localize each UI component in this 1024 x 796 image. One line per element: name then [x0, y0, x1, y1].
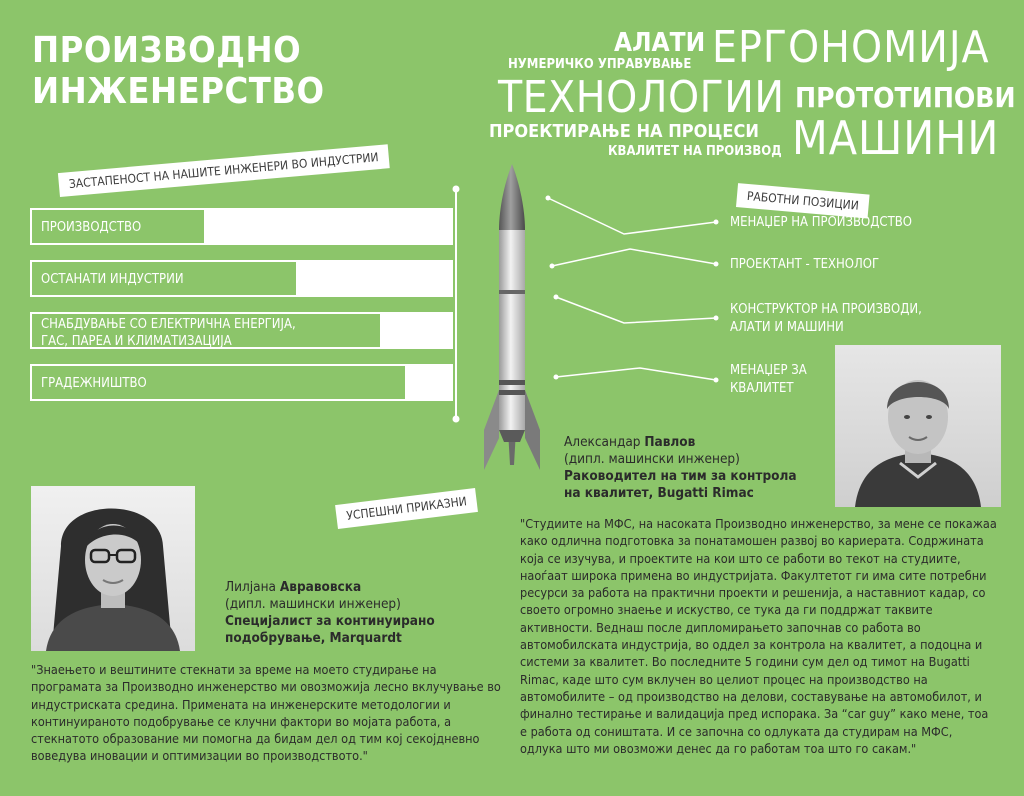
word-proektiranje: ПРОЕКТИРАЊЕ НА ПРОЦЕСИ	[489, 121, 759, 142]
position-line: АЛАТИ И МАШИНИ	[730, 320, 844, 335]
person1-caption	[225, 579, 435, 647]
person1-last-name: Авравовска	[279, 579, 362, 595]
person2-first-name: Александар	[564, 434, 645, 450]
position-line: КВАЛИТЕТ	[730, 381, 794, 396]
positions-tag: РАБОТНИ ПОЗИЦИИ	[736, 183, 870, 218]
person2-degree: (дипл. машински инженер)	[564, 451, 740, 467]
position-item	[730, 301, 922, 337]
stories-tag: УСПЕШНИ ПРИКАЗНИ	[335, 488, 478, 529]
word-alati: АЛАТИ	[614, 28, 706, 58]
word-tehnologii: ТЕХНОЛОГИИ	[498, 72, 785, 123]
position-item	[730, 362, 807, 398]
industry-label: ОСТАНАТИ ИНДУСТРИИ	[41, 272, 184, 287]
person1-first-name: Лилјана	[225, 579, 280, 595]
position-line: МЕНАЏЕР ЗА	[730, 363, 807, 378]
word-ergonomija: ЕРГОНОМИЈА	[712, 22, 990, 73]
person2-caption	[564, 434, 797, 502]
word-mashini: МАШИНИ	[792, 111, 1000, 165]
industry-label-line-1: СНАБДУВАЊЕ СО ЕЛЕКТРИЧНА ЕНЕРГИЈА,	[41, 317, 296, 332]
person2-last-name: Павлов	[644, 434, 696, 450]
rocket-icon	[472, 160, 552, 480]
person1-role-2: подобрување, Marquardt	[225, 630, 402, 646]
title-line-1: ПРОИЗВОДНО	[32, 30, 302, 71]
person1-degree: (дипл. машински инженер)	[225, 596, 401, 612]
word-prototipovi: ПРОТОТИПОВИ	[795, 81, 1016, 114]
person1-role-1: Специјалист за континуирано	[225, 613, 435, 629]
position-line: КОНСТРУКТОР НА ПРОИЗВОДИ,	[730, 302, 922, 317]
person2-quote: "Студиите на МФС, на насоката Производно инженерство, за мене се покажаа како одлична подготовка за понатамошен развој во кариерата. Содржината која се изучува, и проектите на кои што се работи во текот на студиите, наоѓаат широка примена во индустријата. Факултетот ги има сите потребни ресурси за работа на практични проекти и решенија, а наставниот кадар, со своето огромно знаење и искуство, се тука да ги поддржат таквите активности. Веднаш после дипломирањето започнав со работа во автомобилската индустрија, во оддел за контрола на квалитет, а подоцна и системи за квалитет. Во последните 5 години сум дел од тимот на Bugatti Rimac, каде што сум вклучен во целиот процес на производство на автомобилите – од производство на делови, составување на автомобилот, и финално тестирање и валидација пред испорака. За “car guy” како мене, тоа е работа од соништата. И се започна со одлуката да студирам на МФС, одлука што ми овозможи денес да го работам тоа што го сакам."	[520, 516, 997, 756]
position-line: ПРОЕКТАНТ - ТЕХНОЛОГ	[730, 257, 880, 272]
person2-role-1: Раководител на тим за контрола	[564, 468, 797, 484]
portrait-man-icon	[835, 345, 1001, 507]
industries-tag: ЗАСТАПЕНОСТ НА НАШИТЕ ИНЖЕНЕРИ ВО ИНДУСТРИИ	[58, 144, 390, 197]
person2-role-2: на квалитет, Bugatti Rimac	[564, 485, 754, 501]
photo-aleksandar	[835, 345, 1001, 507]
person2-name-line	[564, 434, 797, 451]
word-kvalitet: КВАЛИТЕТ НА ПРОИЗВОД	[608, 144, 782, 159]
industry-label-line-2: ГАС, ПАРЕА И КЛИМАТИЗАЦИЈА	[41, 334, 232, 349]
portrait-woman-icon	[31, 486, 195, 651]
person1-name-line	[225, 579, 435, 596]
industry-label: ГРАДЕЖНИШТВО	[41, 376, 147, 391]
title-line-2: ИНЖЕНЕРСТВО	[32, 71, 325, 112]
word-numericko: НУМЕРИЧКО УПРАВУВАЊЕ	[508, 57, 692, 72]
photo-liljana	[31, 486, 195, 651]
position-item	[730, 214, 912, 232]
industry-label: ПРОИЗВОДСТВО	[41, 220, 142, 235]
person1-quote: "Знаењето и вештините стекнати за време на моето студирање на програмата за Производно инженерство ми овозможија лесно вклучување во индустриската средина. Примената на инженерските методологии и континуираното подобрување се клучни фактори во мојата работа, а стекнатото образование ми помогна да бидам дел од тим кој секојдневно воведува иновации и оптимизации во производството."	[31, 662, 501, 764]
position-line: МЕНАЏЕР НА ПРОИЗВОДСТВО	[730, 215, 912, 230]
position-item	[730, 256, 879, 274]
